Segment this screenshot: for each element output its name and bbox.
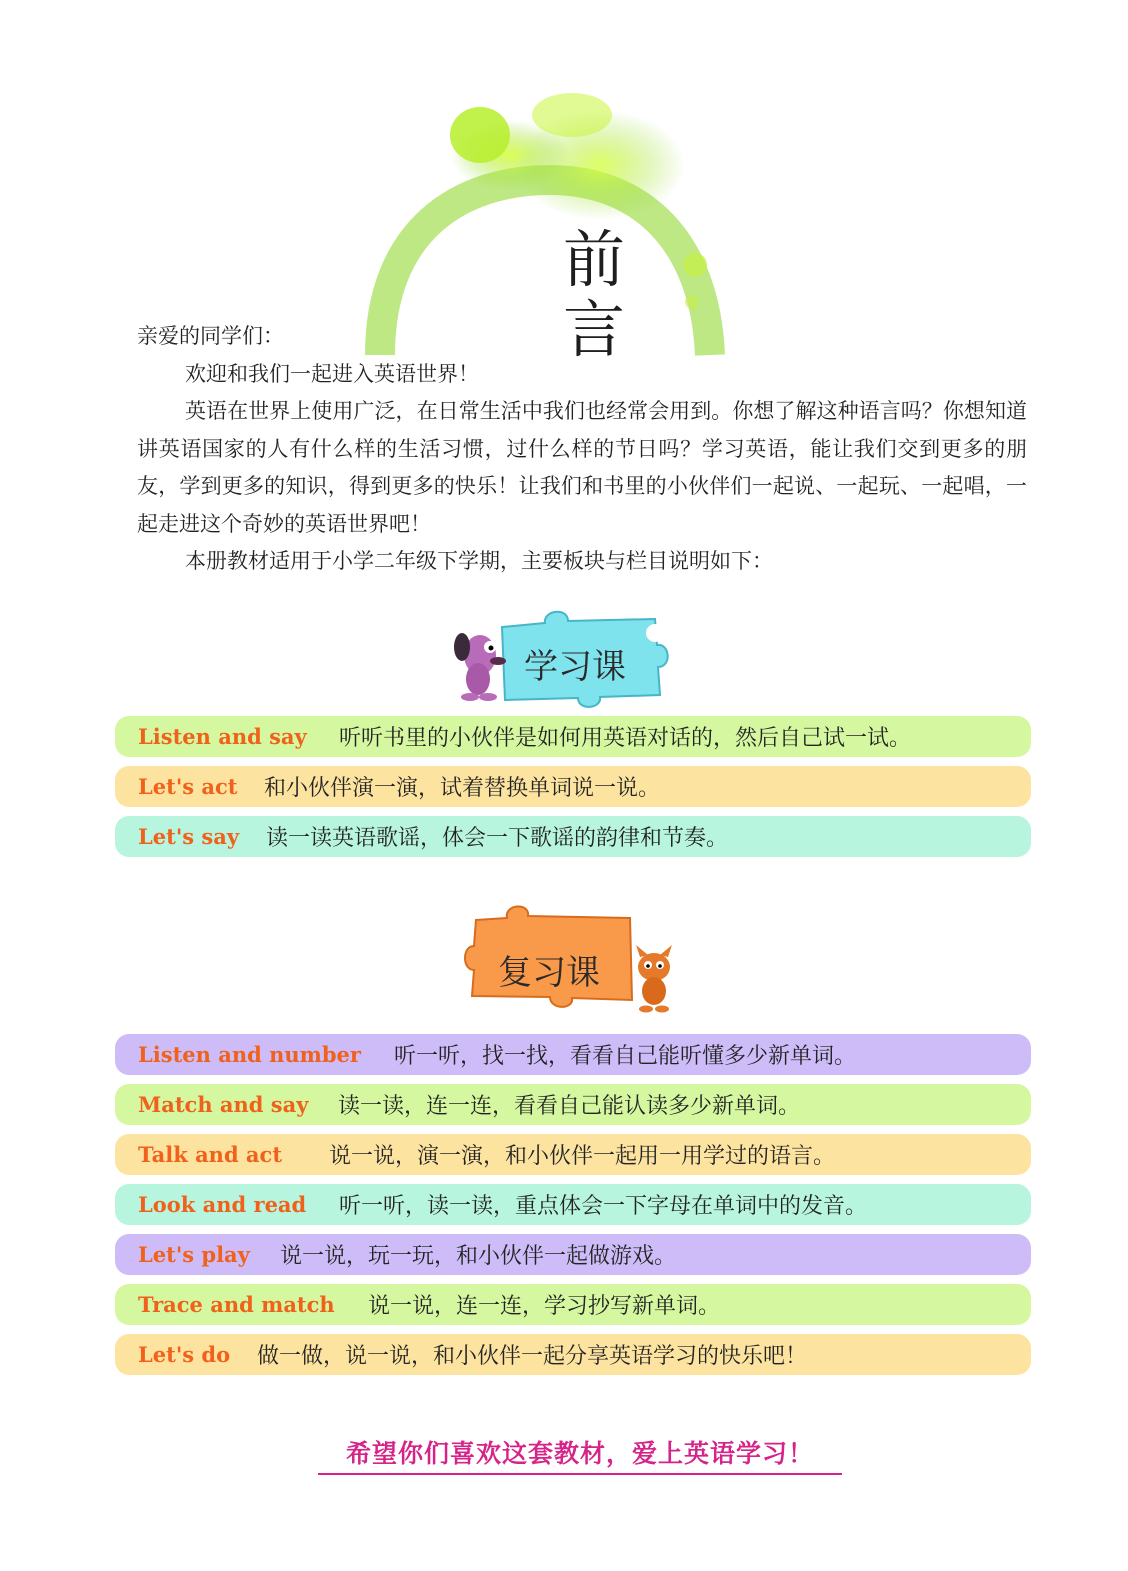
item-description: 说一说，连一连，学习抄写新单词。 xyxy=(368,1294,721,1319)
list-item xyxy=(115,1034,1031,1075)
item-description: 读一读英语歌谣，体会一下歌谣的韵律和节奏。 xyxy=(266,826,729,851)
list-item xyxy=(115,1084,1031,1125)
study-section-badge xyxy=(450,605,680,710)
greeting: 亲爱的同学们： xyxy=(137,324,284,348)
list-item xyxy=(115,1184,1031,1225)
list-item xyxy=(115,766,1031,807)
item-term: Let's act xyxy=(138,774,238,799)
list-item xyxy=(115,716,1031,757)
closing-message: 希望你们喜欢这套教材，爱上英语学习！ xyxy=(318,1434,842,1475)
item-description: 听听书里的小伙伴是如何用英语对话的，然后自己试一试。 xyxy=(339,726,912,751)
list-item xyxy=(115,1134,1031,1175)
review-items xyxy=(115,1034,1031,1384)
item-description: 听一听，找一找，看看自己能听懂多少新单词。 xyxy=(394,1044,857,1069)
intro-text xyxy=(137,318,1027,581)
item-term: Look and read xyxy=(138,1192,307,1217)
item-term: Match and say xyxy=(138,1092,309,1117)
item-description: 和小伙伴演一演，试着替换单词说一说。 xyxy=(264,776,661,801)
cat-mascot-icon xyxy=(622,945,687,1015)
item-term: Listen and number xyxy=(138,1042,361,1067)
list-item xyxy=(115,1284,1031,1325)
item-term: Let's say xyxy=(138,824,240,849)
item-description: 做一做，说一说，和小伙伴一起分享英语学习的快乐吧！ xyxy=(257,1344,808,1369)
item-description: 说一说，演一演，和小伙伴一起用一用学过的语言。 xyxy=(329,1144,836,1169)
intro-paragraph: 英语在世界上使用广泛，在日常生活中我们也经常会用到。你想了解这种语言吗？你想知道讲英语国家的人有什么样的生活习惯，过什么样的节日吗？学习英语，能让我们交到更多的朋友，学到更多的知识，得到更多的快乐！让我们和书里的小伙伴们一起说、一起玩、一起唱，一起走进这个奇妙的英语世界吧！ xyxy=(137,399,1027,536)
list-item xyxy=(115,1234,1031,1275)
item-description: 听一听，读一读，重点体会一下字母在单词中的发音。 xyxy=(339,1194,868,1219)
welcome-line: 欢迎和我们一起进入英语世界！ xyxy=(185,361,479,386)
review-section-label: 复习课 xyxy=(498,953,600,993)
list-item xyxy=(115,816,1031,857)
item-term: Listen and say xyxy=(138,724,307,749)
scope-line: 本册教材适用于小学二年级下学期，主要板块与栏目说明如下： xyxy=(185,549,773,573)
item-term: Let's do xyxy=(138,1342,231,1367)
dog-mascot-icon xyxy=(450,617,520,702)
item-term: Talk and act xyxy=(138,1142,283,1167)
page-title: 前 言 xyxy=(562,223,683,366)
study-items xyxy=(115,716,1031,866)
study-section-label: 学习课 xyxy=(524,647,626,687)
review-section-badge xyxy=(462,900,692,1015)
item-term: Trace and match xyxy=(138,1292,335,1317)
item-description: 说一说，玩一玩，和小伙伴一起做游戏。 xyxy=(280,1244,677,1269)
item-term: Let's play xyxy=(138,1242,250,1267)
item-description: 读一读，连一连，看看自己能认读多少新单词。 xyxy=(338,1094,801,1119)
list-item xyxy=(115,1334,1031,1375)
